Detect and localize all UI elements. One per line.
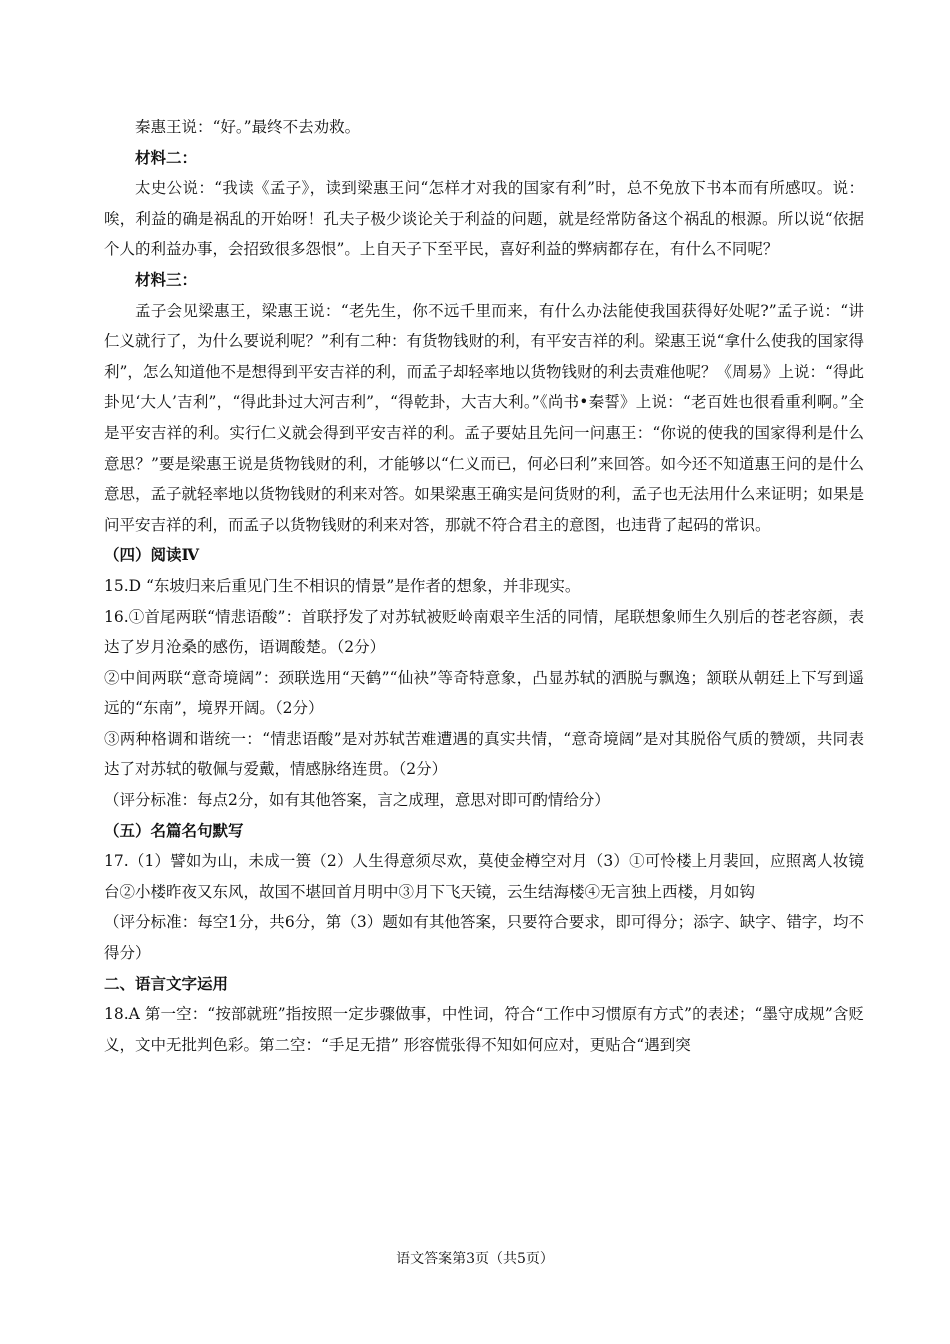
answer-paragraph: 16.①首尾两联“情悲语酸”：首联抒发了对苏轼被贬岭南艰辛生活的同情，尾联想象师生久别后的苍老容颜，表达了岁月沧桑的感伤，语调酸楚。（2分） [104,607,864,657]
section-heading: （四）阅读Ⅳ [104,545,200,565]
answer-paragraph: 17.（1）譬如为山，未成一篑（2）人生得意须尽欢，莫使金樽空对月（3）①可怜楼上月裴回，应照离人妆镜台②小楼昨夜又东风，故国不堪回首月明中③月下飞天镜，云生结海楼④无言独上西楼，月如钩 [104,852,864,901]
answer-paragraph: （评分标准：每点2分，如有其他答案，言之成理，意思对即可酌情给分） [104,791,610,810]
answer-paragraph: 18.A 第一空：“按部就班”指按照一定步骤做事，中性词，符合“工作中习惯原有方式”的表述；“墨守成规”含贬义，文中无批判色彩。第二空：“手足无措” 形容慌张得不知如何应对，更贴合“遇到突 [104,1005,864,1054]
page-footer: 语文答案第3页（共5页） [396,1251,554,1267]
section-heading: （五）名篇名句默写 [104,820,244,840]
answer-paragraph: ②中间两联“意奇境阔”：颈联选用“天鹤”“仙袂”等奇特意象，凸显苏轼的洒脱与飘逸；颔联从朝廷上下写到遥远的“东南”，境界开阔。（2分） [104,668,864,718]
answer-paragraph: ③两种格调和谐统一：“情悲语酸”是对苏轼苦难遭遇的真实共情，“意奇境阔”是对其脱俗气质的赞颂，共同表达了对苏轼的敬佩与爱戴，情感脉络连贯。（2分） [104,729,864,779]
answer-paragraph: （评分标准：每空1分，共6分，第（3）题如有其他答案，只要符合要求，即可得分；添字、缺字、错字，均不得分） [104,913,864,963]
answer-paragraph: 太史公说：“我读《孟子》，读到梁惠王问“怎样才对我的国家有利”时，总不免放下书本而有所感叹。说：唉，利益的确是祸乱的开始呀！孔夫子极少谈论关于利益的问题，就是经常防备这个祸乱的根源。所以说“依据个人的利益办事，会招致很多怨恨”。上自天子下至平民，喜好利益的弊病都存在，有什么不同呢？ [104,179,864,259]
section-heading: 材料三： [135,269,198,289]
section-heading: 材料二： [135,147,198,167]
answer-paragraph: 15.D “东坡归来后重见门生不相识的情景”是作者的想象，并非现实。 [104,576,581,595]
answer-paragraph: 秦惠王说：“好。”最终不去劝救。 [135,118,361,136]
answer-content [104,112,864,1060]
answer-paragraph: 孟子会见梁惠王，梁惠王说：“老先生，你不远千里而来，有什么办法能使我国获得好处呢?”孟子说：“讲仁义就行了，为什么要说利呢？”利有二种：有货物钱财的利，有平安吉祥的利。梁惠王说“拿什么使我的国家得利”，怎么知道他不是想得到平安吉祥的利，而孟子却轻率地以货物钱财的利去责难他呢？《周易》上说：“得此卦见‘大人’吉利”，“得此卦过大河吉利”，“得乾卦，大吉大利。”《尚书•秦誓》上说：“老百姓也很看重利啊。”全是平安吉祥的利。实行仁义就会得到平安吉祥的利。孟子要姑且先问一问惠王：“你说的使我的国家得利是什么意思？”要是梁惠王说是货物钱财的利，才能够以“仁义而已，何必曰利”来回答。如今还不知道惠王问的是什么意思，孟子就轻率地以货物钱财的利来对答。如果梁惠王确实是问货财的利，孟子也无法用什么来证明；如果是问平安吉祥的利，而孟子以货物钱财的利来对答，那就不符合君主的意图，也违背了起码的常识。 [104,301,864,534]
section-heading: 二、语言文字运用 [104,973,229,993]
